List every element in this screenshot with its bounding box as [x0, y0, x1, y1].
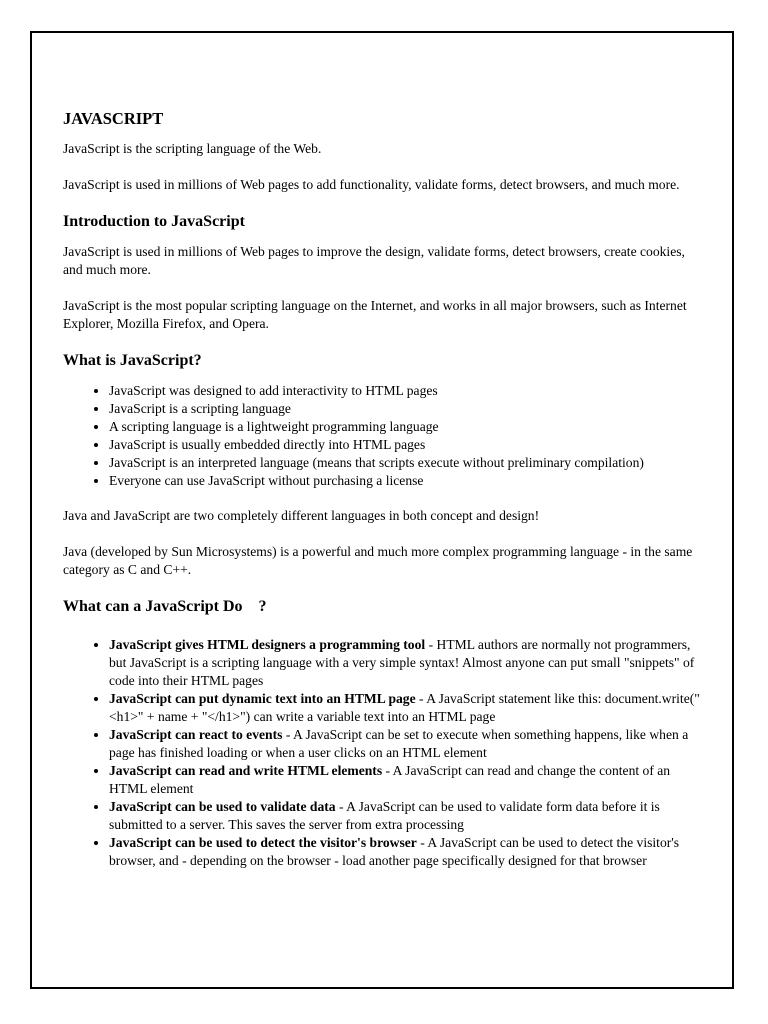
list-item-text: - A JavaScript can be used to detect the visitor's browser, and - depending on the browser - load another page specifically designed for that browser	[109, 835, 680, 868]
list-item-bold: JavaScript gives HTML designers a programming tool	[109, 637, 426, 652]
list-item	[109, 834, 707, 870]
section-heading-introduction: Introduction to JavaScript	[63, 213, 245, 230]
list-item-text: - A JavaScript can be used to validate form data before it is submitted to a server. This saves the server from extra processing	[109, 799, 660, 832]
list-item: • Everyone can use JavaScript without purchasing a license	[109, 472, 707, 490]
java-vs-javascript-paragraph: Java and JavaScript are two completely different languages in both concept and design!	[63, 508, 540, 523]
list-item	[109, 636, 707, 690]
java-description-paragraph: Java (developed by Sun Microsystems) is a powerful and much more complex programming language - in the same category as C and C++.	[63, 544, 693, 577]
section-heading-what-can-do: What can a JavaScript Do ?	[63, 598, 267, 615]
what-is-list	[63, 382, 707, 490]
list-item-text: - HTML authors are normally not programmers, but JavaScript is a scripting language with a very simple syntax! Almost anyone can put small "snippets" of code into their HTML pages	[109, 637, 695, 688]
intro-paragraph-2: JavaScript is used in millions of Web pages to add functionality, validate forms, detect browsers, and much more.	[63, 177, 680, 192]
list-item	[109, 762, 707, 798]
list-item: • JavaScript is a scripting language	[109, 400, 707, 418]
list-item-bold: JavaScript can be used to validate data	[109, 799, 336, 814]
list-item	[109, 798, 707, 834]
list-item-text: - A JavaScript can be set to execute when something happens, like when a page has finished loading or when a user clicks on an HTML element	[109, 727, 689, 760]
section-heading-what-is: What is JavaScript?	[63, 352, 202, 369]
list-item-text: - A JavaScript can read and change the content of an HTML element	[109, 763, 671, 796]
list-item-bold: JavaScript can read and write HTML elements	[109, 763, 383, 778]
what-can-do-list	[63, 636, 707, 870]
list-item: • JavaScript is usually embedded directly into HTML pages	[109, 436, 707, 454]
intro-paragraph-1: JavaScript is the scripting language of the Web.	[63, 141, 322, 156]
document-title: JAVASCRIPT	[63, 109, 164, 128]
list-item-bold: JavaScript can put dynamic text into an HTML page	[109, 691, 416, 706]
list-item: • JavaScript was designed to add interactivity to HTML pages	[109, 382, 707, 400]
list-item	[109, 726, 707, 762]
list-item: • A scripting language is a lightweight programming language	[109, 418, 707, 436]
list-item-bold: JavaScript can be used to detect the visitor's browser	[109, 835, 417, 850]
list-item	[109, 690, 707, 726]
list-item-bold: JavaScript can react to events	[109, 727, 283, 742]
introduction-paragraph-1: JavaScript is used in millions of Web pages to improve the design, validate forms, detect browsers, create cookies, and much more.	[63, 244, 685, 277]
document-content	[63, 109, 707, 887]
list-item-text: - A JavaScript statement like this: document.write("<h1>" + name + "</h1>") can write a variable text into an HTML page	[109, 691, 700, 724]
list-item: • JavaScript is an interpreted language (means that scripts execute without preliminary compilation)	[109, 454, 707, 472]
document-page	[30, 31, 734, 989]
introduction-paragraph-2: JavaScript is the most popular scripting language on the Internet, and works in all major browsers, such as Internet Explorer, Mozilla Firefox, and Opera.	[63, 298, 687, 331]
